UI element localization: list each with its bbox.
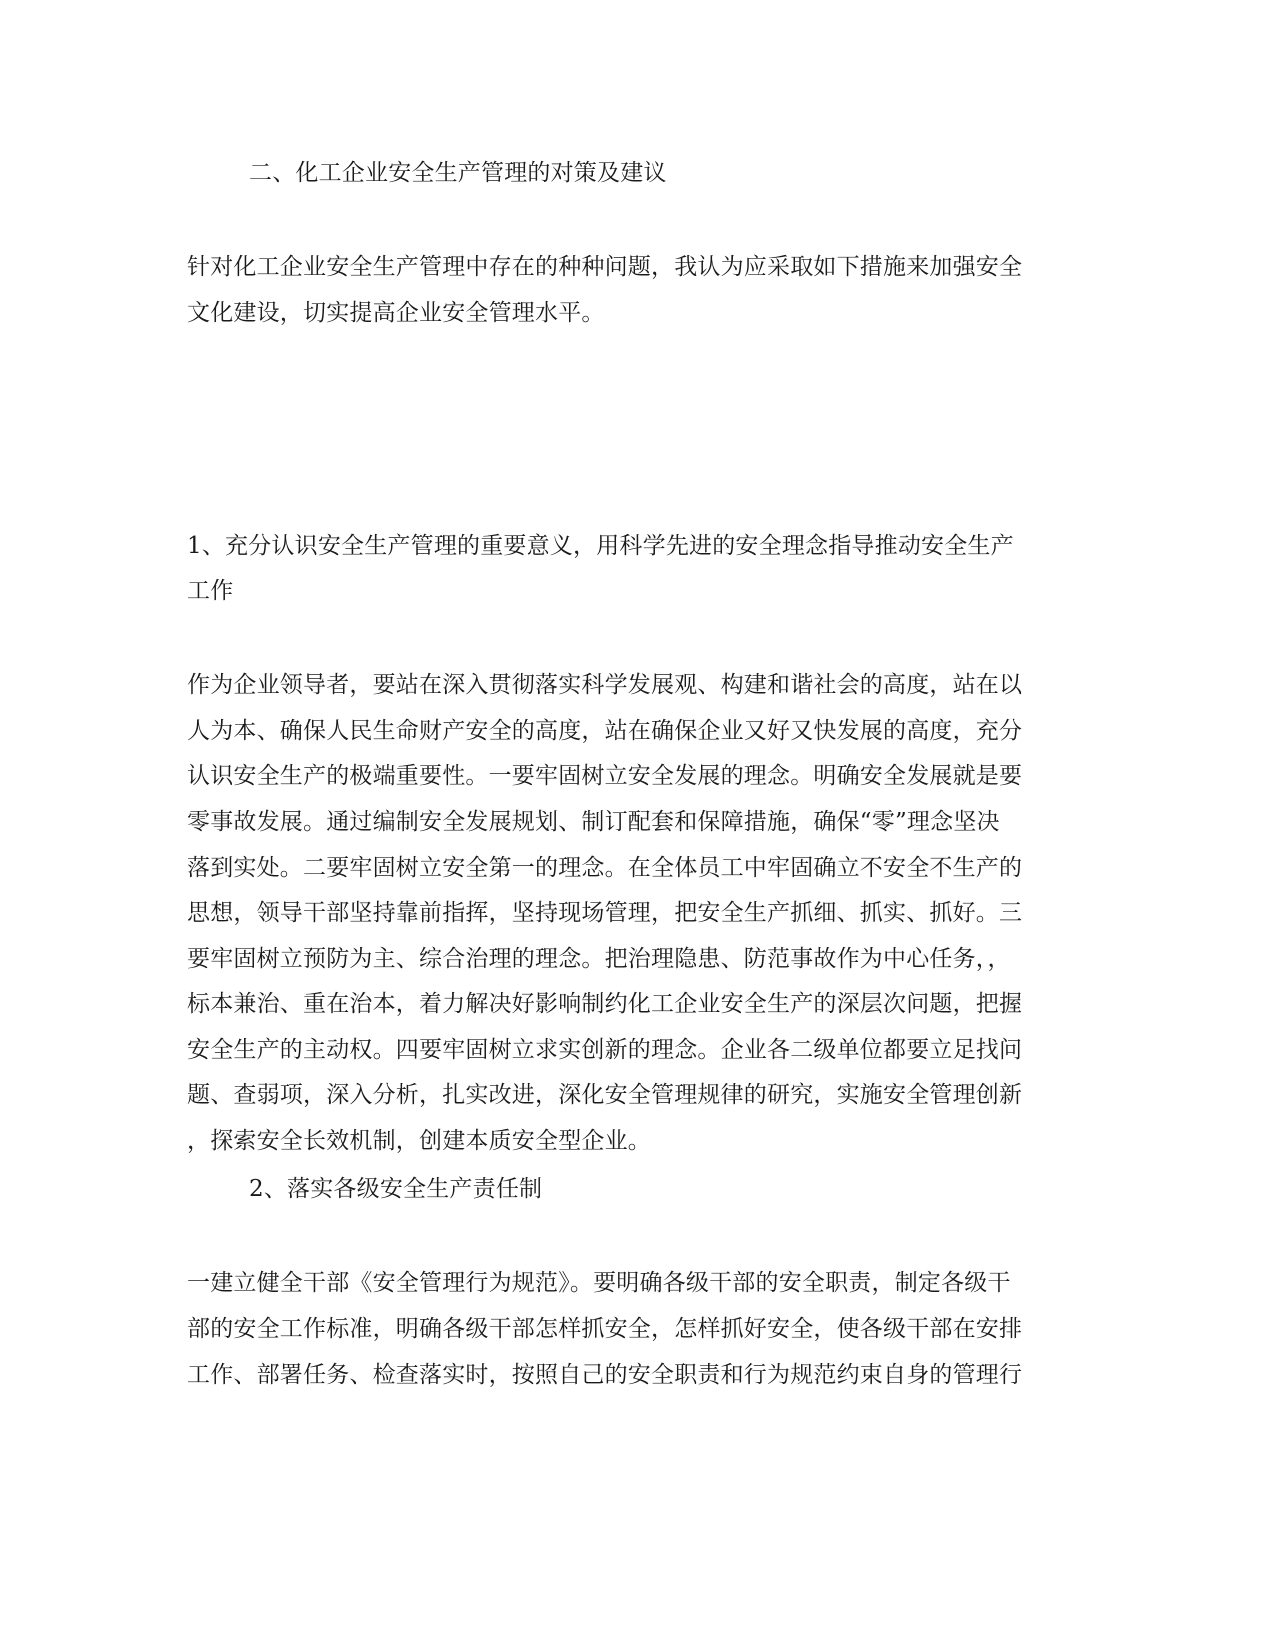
- item1-heading-line-2: 工作: [187, 578, 234, 604]
- item1-heading-line-1: 1、充分认识安全生产管理的重要意义，用科学先进的安全理念指导推动安全生产: [187, 533, 1014, 559]
- intro-line-1: 针对化工企业安全生产管理中存在的种种问题，我认为应采取如下措施来加强安全: [187, 254, 1023, 280]
- item1-body-line-6: 思想，领导干部坚持靠前指挥，坚持现场管理，把安全生产抓细、抓实、抓好。三: [187, 900, 1023, 926]
- item1-body-line-5: 落到实处。二要牢固树立安全第一的理念。在全体员工中牢固确立不安全不生产的: [187, 855, 1023, 881]
- item1-body-line-1: 作为企业领导者，要站在深入贯彻落实科学发展观、构建和谐社会的高度，站在以: [187, 672, 1023, 698]
- item2-heading: 2、落实各级安全生产责任制: [249, 1176, 543, 1202]
- item1-body-line-4: 零事故发展。通过编制安全发展规划、制订配套和保障措施，确保“零”理念坚决: [187, 809, 1000, 835]
- item1-body-line-9: 安全生产的主动权。四要牢固树立求实创新的理念。企业各二级单位都要立足找问: [187, 1037, 1023, 1063]
- item2-body-line-3: 工作、部署任务、检查落实时，按照自己的安全职责和行为规范约束自身的管理行: [187, 1362, 1023, 1388]
- item1-body-line-8: 标本兼治、重在治本，着力解决好影响制约化工企业安全生产的深层次问题，把握: [187, 991, 1023, 1017]
- item2-body-line-2: 部的安全工作标准，明确各级干部怎样抓安全，怎样抓好安全，使各级干部在安排: [187, 1316, 1023, 1342]
- item1-body-line-7: 要牢固树立预防为主、综合治理的理念。把治理隐患、防范事故作为中心任务，，: [187, 946, 1011, 972]
- item1-body-line-2: 人为本、确保人民生命财产安全的高度，站在确保企业又好又快发展的高度，充分: [187, 718, 1023, 744]
- section-heading: 二、化工企业安全生产管理的对策及建议: [249, 160, 667, 186]
- intro-line-2: 文化建设，切实提高企业安全管理水平。: [187, 300, 605, 326]
- item1-body-line-10: 题、查弱项，深入分析，扎实改进，深化安全管理规律的研究，实施安全管理创新: [187, 1082, 1023, 1108]
- item2-body-line-1: 一建立健全干部《安全管理行为规范》。要明确各级干部的安全职责，制定各级干: [187, 1270, 1011, 1296]
- item1-body-line-11: ，探索安全长效机制，创建本质安全型企业。: [187, 1128, 651, 1154]
- item1-body-line-3: 认识安全生产的极端重要性。一要牢固树立安全发展的理念。明确安全发展就是要: [187, 763, 1023, 789]
